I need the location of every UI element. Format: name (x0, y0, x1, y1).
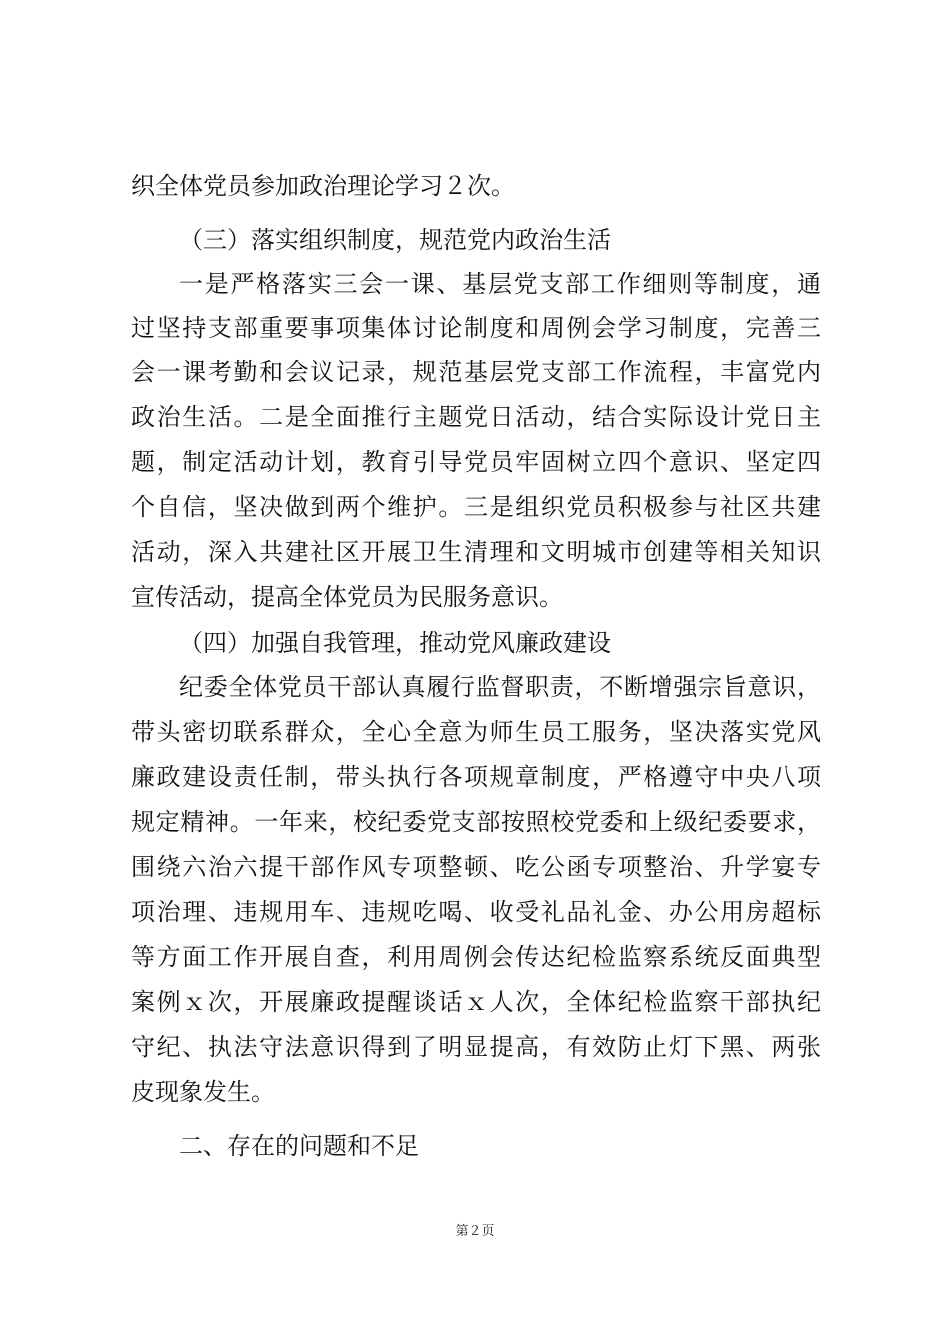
paragraph-line: 织全体党员参加政治理论学习２次。 (131, 172, 515, 200)
section-heading: 二、存在的问题和不足 (179, 1132, 419, 1160)
paragraph-line: 案例ｘ次，开展廉政提醒谈话ｘ人次，全体纪检监察干部执纪 (131, 988, 821, 1016)
paragraph-line: 等方面工作开展自查，利用周例会传达纪检监察系统反面典型 (131, 943, 821, 971)
paragraph-line: 规定精神。一年来，校纪委党支部按照校党委和上级纪委要求， (131, 808, 821, 836)
paragraph-line: 带头密切联系群众，全心全意为师生员工服务，坚决落实党风 (131, 718, 821, 746)
paragraph-line: 项治理、违规用车、违规吃喝、收受礼品礼金、办公用房超标 (131, 898, 821, 926)
paragraph-line: 廉政建设责任制，带头执行各项规章制度，严格遵守中央八项 (131, 763, 821, 791)
paragraph-line: 守纪、执法守法意识得到了明显提高，有效防止灯下黑、两张 (131, 1033, 821, 1061)
section-heading: （四）加强自我管理，推动党风廉政建设 (179, 629, 611, 657)
page-number: 第２页 (455, 1224, 495, 1239)
paragraph-line: 活动，深入共建社区开展卫生清理和文明城市创建等相关知识 (131, 538, 821, 566)
paragraph-line: 个自信，坚决做到两个维护。三是组织党员积极参与社区共建 (131, 493, 821, 521)
paragraph-line: 宣传活动，提高全体党员为民服务意识。 (131, 583, 563, 611)
paragraph-line: 纪委全体党员干部认真履行监督职责，不断增强宗旨意识， (179, 673, 821, 701)
paragraph-line: 题，制定活动计划，教育引导党员牢固树立四个意识、坚定四 (131, 448, 821, 476)
paragraph-line: 会一课考勤和会议记录，规范基层党支部工作流程，丰富党内 (131, 358, 821, 386)
paragraph-line: 围绕六治六提干部作风专项整顿、吃公函专项整治、升学宴专 (131, 853, 821, 881)
paragraph-line: 政治生活。二是全面推行主题党日活动，结合实际设计党日主 (131, 403, 821, 431)
paragraph-line: 皮现象发生。 (131, 1078, 275, 1106)
section-heading: （三）落实组织制度，规范党内政治生活 (179, 226, 611, 254)
paragraph-line: 一是严格落实三会一课、基层党支部工作细则等制度，通 (179, 270, 821, 298)
paragraph-line: 过坚持支部重要事项集体讨论制度和周例会学习制度，完善三 (131, 314, 821, 342)
